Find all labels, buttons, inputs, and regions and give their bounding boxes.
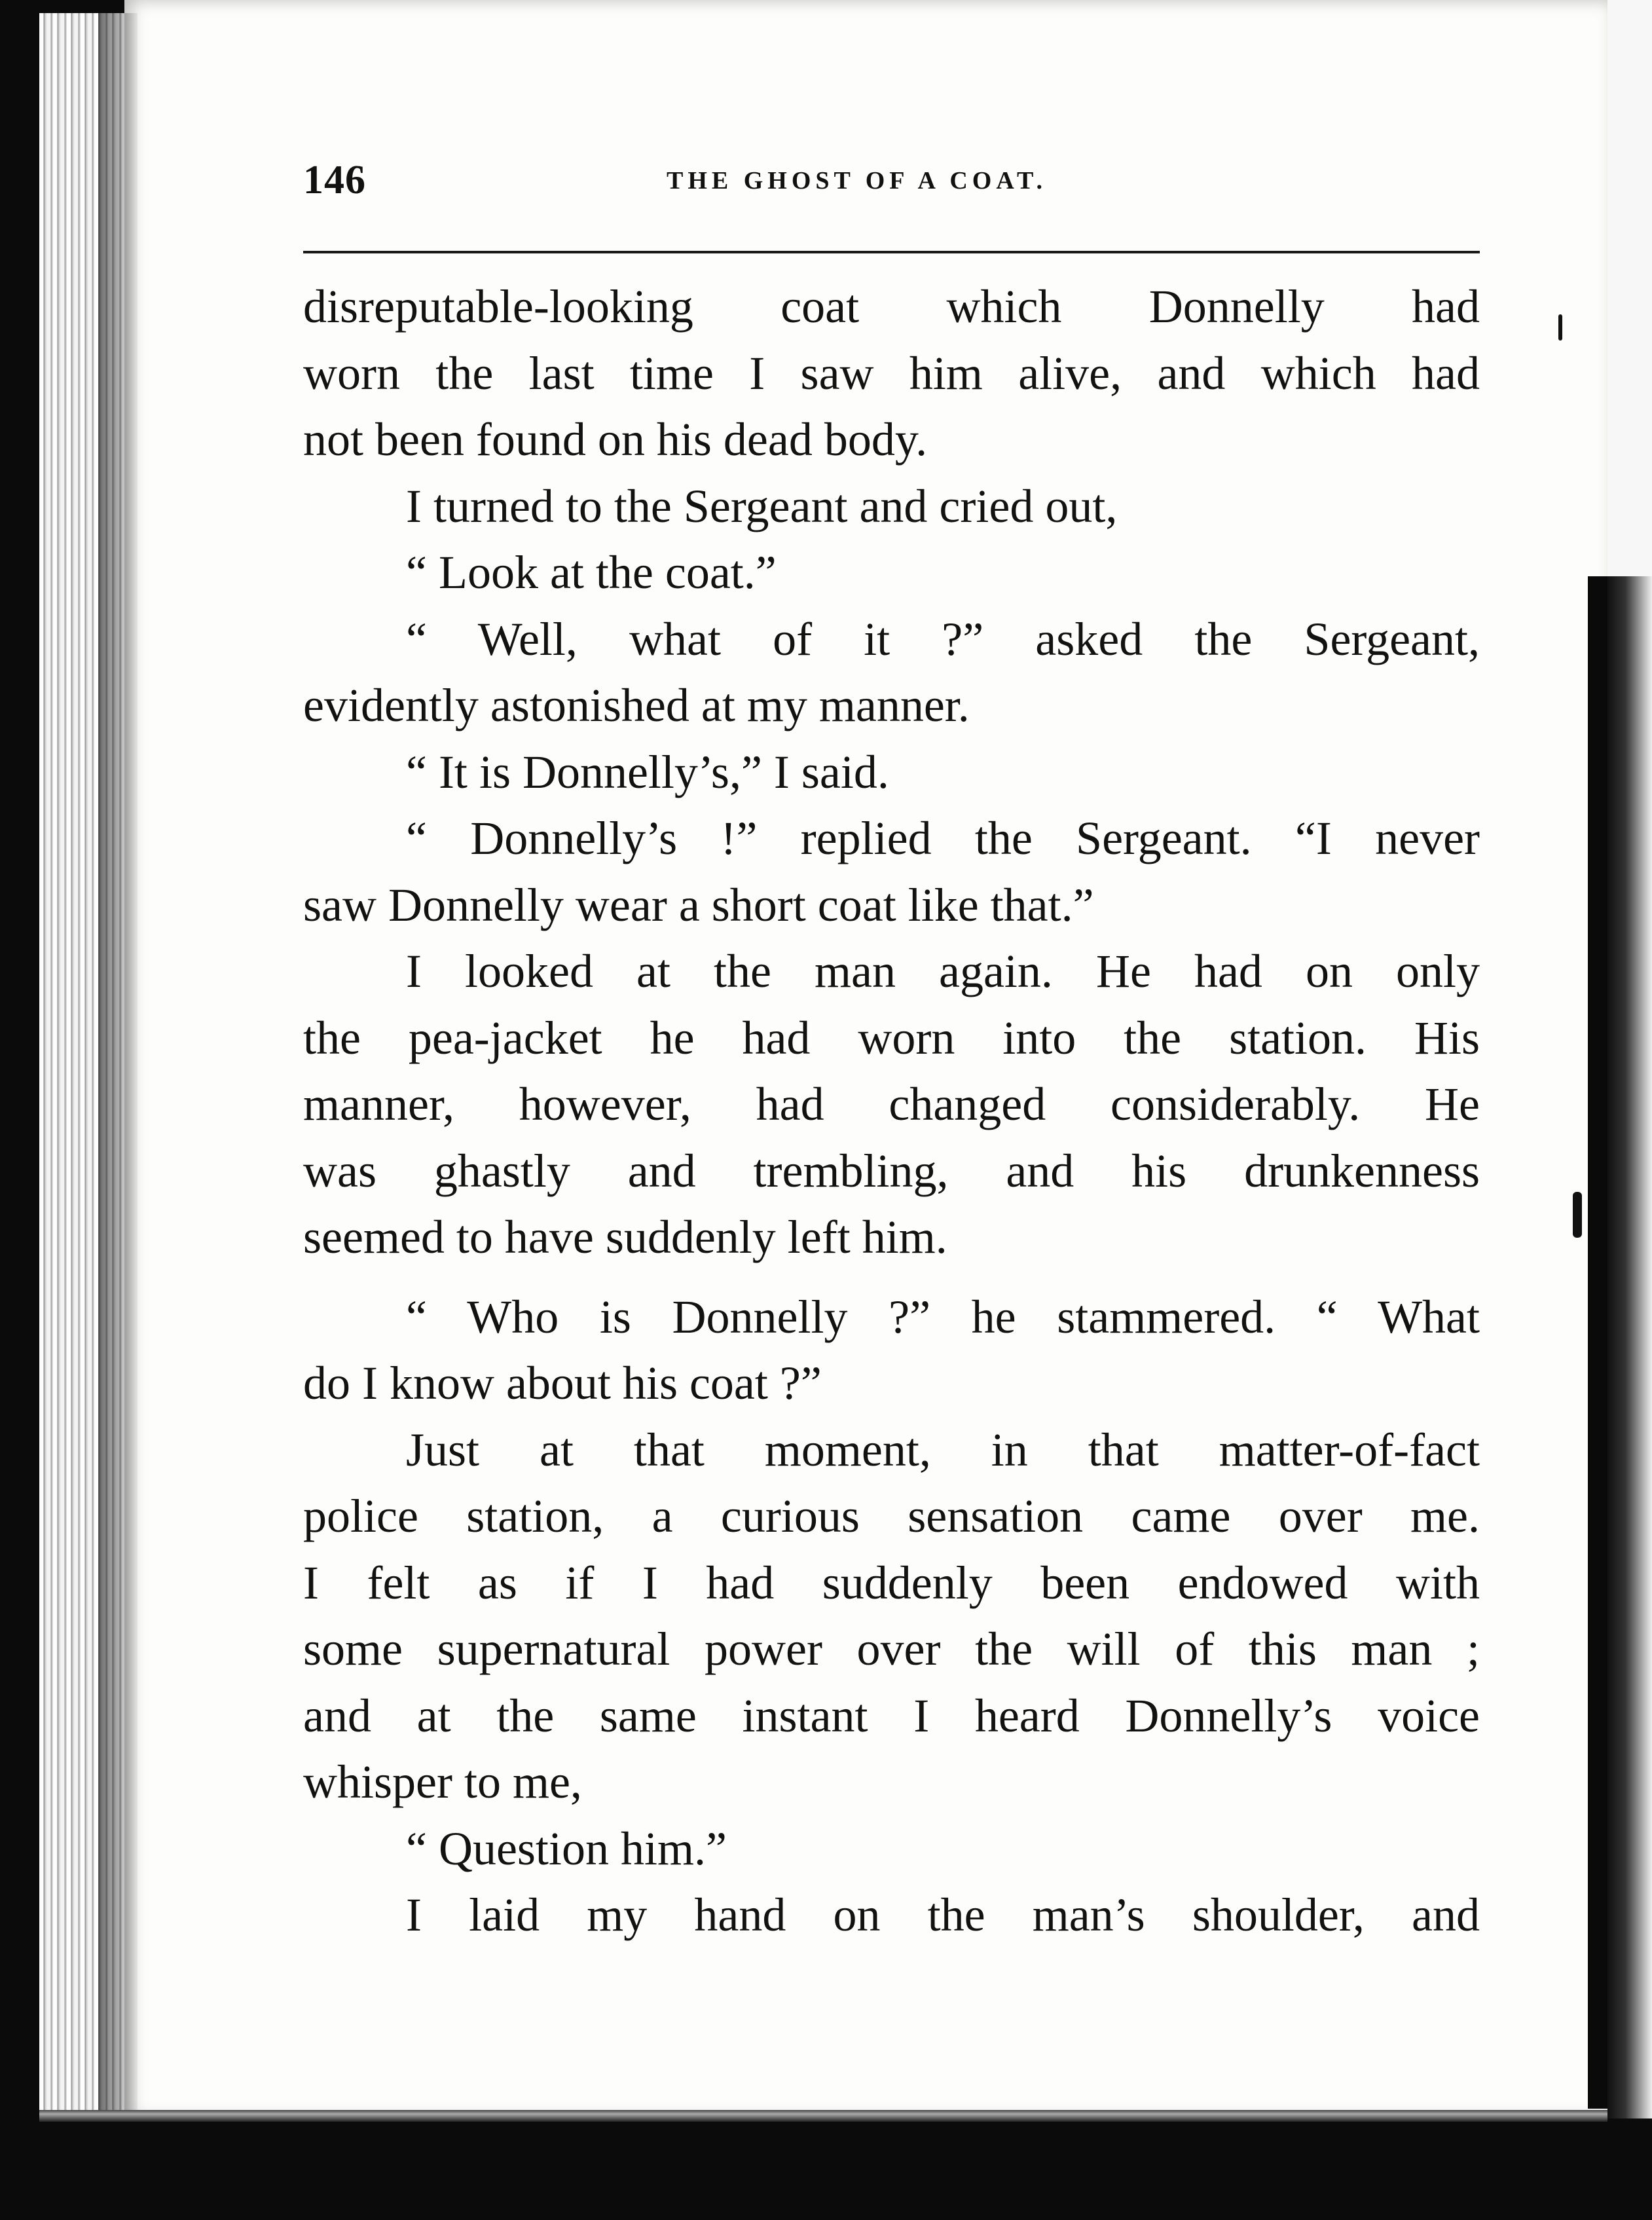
text-line: worn the last time I saw him alive, and which had [303, 346, 1480, 399]
text-line: “ Donnelly’s !” replied the Sergeant. “I never [406, 812, 1480, 864]
text-line: the pea-jacket he had worn into the station. His [303, 1011, 1480, 1064]
text-line: disreputable-looking coat which Donnelly had [303, 280, 1480, 333]
text-line: Just at that moment, in that matter-of-fact [406, 1423, 1480, 1476]
text-line: I laid my hand on the man’s shoulder, and [406, 1889, 1480, 1941]
text-line: some supernatural power over the will of this man ; [303, 1623, 1480, 1675]
header-rule [303, 251, 1480, 253]
body-text [303, 274, 1480, 1949]
right-binding-shadow [1607, 576, 1652, 2118]
page-number: 146 [303, 158, 366, 202]
text-line: “ Well, what of it ?” asked the Sergeant, [406, 612, 1480, 665]
text-line: “ Look at the coat.” [406, 546, 777, 599]
running-head [303, 157, 1480, 216]
text-line: “ It is Donnelly’s,” I said. [406, 745, 889, 798]
ink-speck [1573, 1192, 1582, 1238]
text-line: not been found on his dead body. [303, 413, 928, 466]
text-line: was ghastly and trembling, and his drunkenness [303, 1144, 1480, 1197]
text-line: manner, however, had changed considerably. He [303, 1078, 1480, 1130]
running-title: THE GHOST OF A COAT. [667, 167, 1047, 194]
text-line: police station, a curious sensation came over me. [303, 1490, 1480, 1542]
text-line: “ Question him.” [406, 1822, 727, 1875]
text-line: do I know about his coat ?” [303, 1357, 822, 1409]
text-line: evidently astonished at my manner. [303, 679, 970, 731]
text-line: whisper to me, [303, 1756, 582, 1808]
ink-speck [1558, 314, 1562, 341]
text-line: I felt as if I had suddenly been endowed with [303, 1556, 1480, 1609]
page-bottom-edge [39, 2110, 1607, 2122]
gutter-shadow [98, 13, 138, 2118]
text-line: I looked at the man again. He had on only [406, 945, 1480, 997]
text-line: I turned to the Sergeant and cried out, [406, 479, 1118, 532]
text-line: “ Who is Donnelly ?” he stammered. “ What [406, 1290, 1480, 1343]
text-line: seemed to have suddenly left him. [303, 1211, 947, 1263]
right-gutter [1588, 576, 1607, 2109]
text-line: saw Donnelly wear a short coat like that.” [303, 878, 1094, 931]
text-line: and at the same instant I heard Donnelly’s voice [303, 1689, 1480, 1742]
